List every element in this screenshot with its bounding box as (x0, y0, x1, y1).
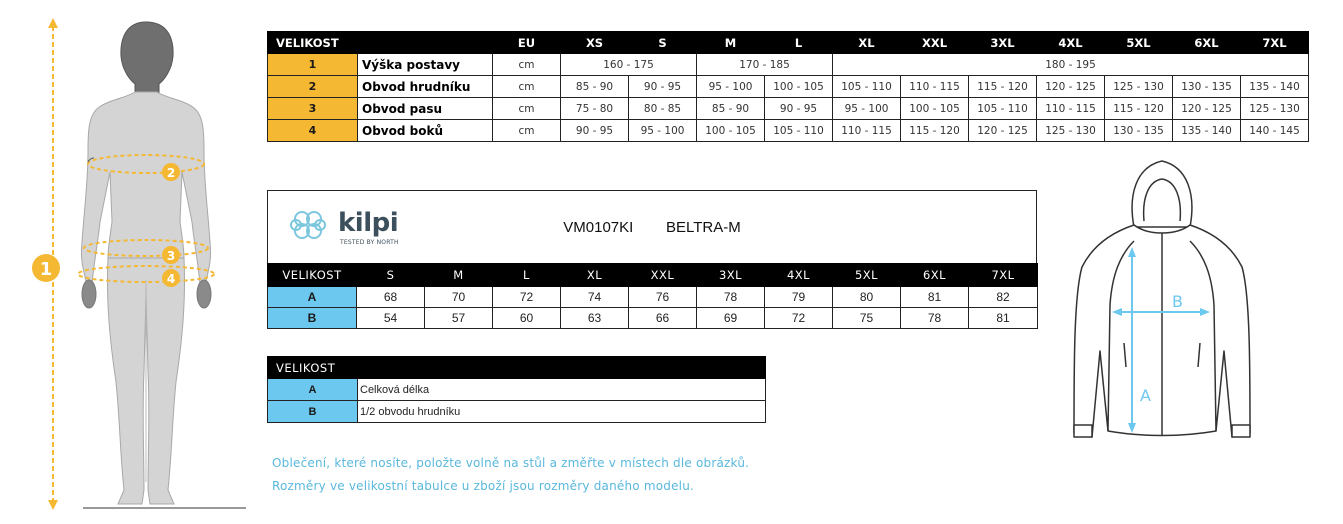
value-cell: 130 - 135 (1173, 76, 1241, 98)
value-cell: 72 (493, 287, 561, 308)
svg-text:4: 4 (166, 272, 176, 286)
range-cell: 180 - 195 (833, 54, 1309, 76)
header-cell: M (697, 32, 765, 54)
value-cell: 130 - 135 (1105, 120, 1173, 142)
header-cell: 7XL (1241, 32, 1309, 54)
measure-key: A (268, 287, 357, 308)
value-cell: 57 (425, 308, 493, 329)
svg-text:2: 2 (166, 166, 176, 180)
header-cell: XXL (629, 264, 697, 287)
value-cell: 125 - 130 (1105, 76, 1173, 98)
header-cell: VELIKOST (268, 357, 766, 379)
unit-cell: cm (493, 54, 561, 76)
value-cell: 125 - 130 (1241, 98, 1309, 120)
product-name: BELTRA-M (665, 219, 741, 236)
value-cell: 105 - 110 (833, 76, 901, 98)
header-cell: 7XL (969, 264, 1038, 287)
product-title (268, 219, 1036, 236)
table-row (268, 308, 1038, 329)
row-label: Obvod hrudníku (358, 76, 493, 98)
value-cell: 135 - 140 (1173, 120, 1241, 142)
measure-key: B (268, 308, 357, 329)
body-measurement-figure (28, 12, 263, 512)
garment-size-table (267, 263, 1038, 329)
row-label: Obvod boků (358, 120, 493, 142)
value-cell: 95 - 100 (697, 76, 765, 98)
brand-tagline: TESTED BY NORTH (340, 239, 399, 246)
svg-text:3: 3 (166, 249, 176, 263)
header-cell: EU (493, 32, 561, 54)
value-cell: 80 - 85 (629, 98, 697, 120)
value-cell: 82 (969, 287, 1038, 308)
value-cell: 90 - 95 (561, 120, 629, 142)
unit-cell: cm (493, 120, 561, 142)
value-cell: 74 (561, 287, 629, 308)
value-cell: 105 - 110 (969, 98, 1037, 120)
jacket-illustration (1062, 155, 1262, 465)
header-cell: XS (561, 32, 629, 54)
svg-text:1: 1 (39, 259, 53, 280)
value-cell: 70 (425, 287, 493, 308)
table-header-row (268, 264, 1038, 287)
label-a: A (1140, 386, 1151, 405)
value-cell: 68 (357, 287, 425, 308)
table-row (268, 54, 1309, 76)
header-cell: L (765, 32, 833, 54)
value-cell: 78 (901, 308, 969, 329)
header-cell: 3XL (969, 32, 1037, 54)
legend-desc: 1/2 obvodu hrudníku (358, 401, 766, 423)
legend-table (267, 356, 766, 423)
row-number: 3 (268, 98, 358, 120)
range-cell: 170 - 185 (697, 54, 833, 76)
header-cell: 4XL (1037, 32, 1105, 54)
marker-3 (162, 246, 180, 264)
legend-key: B (268, 401, 358, 423)
product-code: VM0107KI (563, 219, 634, 236)
table-row (268, 287, 1038, 308)
value-cell: 140 - 145 (1241, 120, 1309, 142)
row-number: 4 (268, 120, 358, 142)
range-cell: 160 - 175 (561, 54, 697, 76)
value-cell: 115 - 120 (969, 76, 1037, 98)
value-cell: 75 (833, 308, 901, 329)
header-cell: 5XL (1105, 32, 1173, 54)
value-cell: 95 - 100 (629, 120, 697, 142)
value-cell: 135 - 140 (1241, 76, 1309, 98)
value-cell: 125 - 130 (1037, 120, 1105, 142)
header-cell: 6XL (1173, 32, 1241, 54)
value-cell: 110 - 115 (833, 120, 901, 142)
value-cell: 80 (833, 287, 901, 308)
body-size-table (267, 31, 1309, 142)
value-cell: 95 - 100 (833, 98, 901, 120)
unit-cell: cm (493, 98, 561, 120)
value-cell: 110 - 115 (901, 76, 969, 98)
value-cell: 72 (765, 308, 833, 329)
table-row (268, 120, 1309, 142)
value-cell: 76 (629, 287, 697, 308)
header-cell: 5XL (833, 264, 901, 287)
value-cell: 100 - 105 (697, 120, 765, 142)
value-cell: 100 - 105 (901, 98, 969, 120)
value-cell: 54 (357, 308, 425, 329)
table-header-row (268, 32, 1309, 54)
value-cell: 100 - 105 (765, 76, 833, 98)
value-cell: 90 - 95 (765, 98, 833, 120)
header-cell: XXL (901, 32, 969, 54)
value-cell: 81 (969, 308, 1038, 329)
marker-2 (162, 163, 180, 181)
row-number: 2 (268, 76, 358, 98)
instruction-note: Oblečení, které nosíte, položte volně na stůl a změřte v místech dle obrázků. (272, 456, 750, 470)
header-cell: XL (833, 32, 901, 54)
value-cell: 66 (629, 308, 697, 329)
body-silhouette (81, 22, 211, 504)
header-cell: VELIKOST (268, 264, 357, 287)
label-b: B (1172, 292, 1183, 311)
value-cell: 110 - 115 (1037, 98, 1105, 120)
table-header-row (268, 357, 766, 379)
brand-name: kilpi (338, 208, 399, 238)
value-cell: 105 - 110 (765, 120, 833, 142)
instruction-note: Rozměry ve velikostní tabulce u zboží jsou rozměry daného modelu. (272, 479, 695, 493)
table-row (268, 401, 766, 423)
value-cell: 120 - 125 (1173, 98, 1241, 120)
row-label: Výška postavy (358, 54, 493, 76)
value-cell: 85 - 90 (561, 76, 629, 98)
value-cell: 81 (901, 287, 969, 308)
row-label: Obvod pasu (358, 98, 493, 120)
legend-desc: Celková délka (358, 379, 766, 401)
value-cell: 69 (697, 308, 765, 329)
row-number: 1 (268, 54, 358, 76)
marker-1 (32, 254, 60, 282)
value-cell: 120 - 125 (1037, 76, 1105, 98)
header-cell: 6XL (901, 264, 969, 287)
table-row (268, 379, 766, 401)
legend-key: A (268, 379, 358, 401)
header-cell: L (493, 264, 561, 287)
value-cell: 75 - 80 (561, 98, 629, 120)
marker-4 (162, 269, 180, 287)
value-cell: 79 (765, 287, 833, 308)
product-header (267, 190, 1037, 263)
header-cell: VELIKOST (268, 32, 493, 54)
header-cell: S (357, 264, 425, 287)
unit-cell: cm (493, 76, 561, 98)
value-cell: 115 - 120 (1105, 98, 1173, 120)
value-cell: 120 - 125 (969, 120, 1037, 142)
value-cell: 85 - 90 (697, 98, 765, 120)
header-cell: 3XL (697, 264, 765, 287)
table-row (268, 98, 1309, 120)
header-cell: XL (561, 264, 629, 287)
value-cell: 78 (697, 287, 765, 308)
value-cell: 90 - 95 (629, 76, 697, 98)
value-cell: 115 - 120 (901, 120, 969, 142)
header-cell: M (425, 264, 493, 287)
table-row (268, 76, 1309, 98)
header-cell: 4XL (765, 264, 833, 287)
value-cell: 60 (493, 308, 561, 329)
value-cell: 63 (561, 308, 629, 329)
header-cell: S (629, 32, 697, 54)
